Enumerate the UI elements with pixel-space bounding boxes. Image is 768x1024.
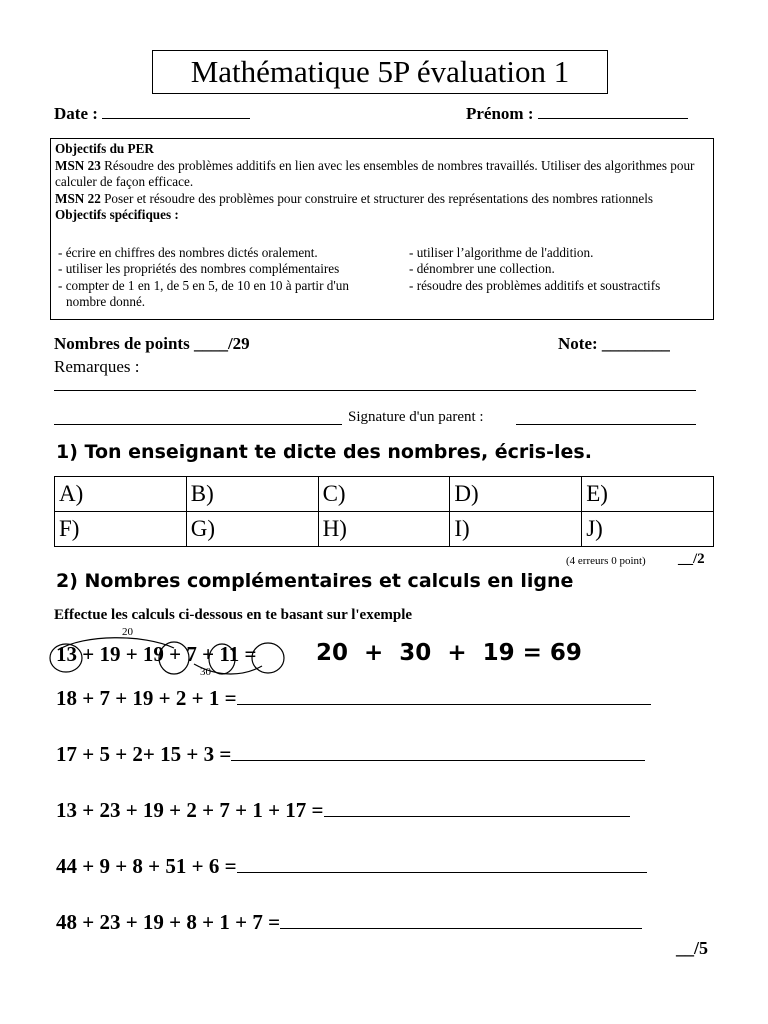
- specific-right-2: - dénombrer une collection.: [409, 261, 555, 276]
- signature-line[interactable]: [516, 424, 696, 425]
- calc-line-4[interactable]: [56, 854, 647, 879]
- date-line: [102, 118, 250, 119]
- calc-line-1[interactable]: [56, 686, 651, 711]
- points-label: Nombres de points ____/29: [54, 334, 250, 353]
- answer-line[interactable]: [237, 872, 647, 873]
- calc-expression: 44 + 9 + 8 + 51 + 6 =: [56, 854, 237, 878]
- specific-right-1: - utiliser l’algorithme de l'addition.: [409, 245, 594, 260]
- table-row: [55, 477, 714, 512]
- dictation-table: [54, 476, 714, 547]
- section1-heading: 1) Ton enseignant te dicte des nombres, écris-les.: [56, 441, 592, 463]
- msn23-code: MSN 23: [55, 157, 101, 173]
- date-label: Date :: [54, 104, 98, 123]
- section2-instruction: Effectue les calculs ci-dessous en te basant sur l'exemple: [54, 607, 413, 623]
- specific-left-4: nombre donné.: [66, 294, 146, 309]
- specific-left-1: - écrire en chiffres des nombres dictés oralement.: [58, 245, 318, 260]
- annotation-30: 30: [200, 666, 211, 678]
- example-annotation-circles: [44, 628, 314, 684]
- example-result: 20 + 30 + 19 = 69: [316, 640, 582, 666]
- prenom-line: [538, 118, 688, 119]
- calc-line-5[interactable]: [56, 910, 642, 935]
- circle-19-icon: [159, 642, 189, 674]
- objectives-box: [50, 138, 714, 320]
- remarques-line-2[interactable]: [54, 424, 342, 425]
- prenom-label: Prénom :: [466, 104, 534, 123]
- dictation-cell[interactable]: I): [450, 512, 582, 547]
- dictation-cell[interactable]: D): [450, 477, 582, 512]
- msn22-code: MSN 22: [55, 190, 101, 206]
- remarques-line[interactable]: [54, 390, 696, 391]
- answer-line[interactable]: [280, 928, 642, 929]
- per-title: Objectifs du PER: [55, 141, 154, 156]
- specific-title: Objectifs spécifiques :: [55, 207, 179, 222]
- calc-expression: 17 + 5 + 2+ 15 + 3 =: [56, 742, 232, 766]
- remarques-label: Remarques :: [54, 357, 140, 376]
- errors-note: (4 erreurs 0 point): [566, 555, 646, 567]
- circle-13-icon: [50, 644, 82, 672]
- annotation-20: 20: [122, 626, 133, 638]
- circle-7-icon: [209, 644, 235, 674]
- answer-line[interactable]: [237, 704, 651, 705]
- signature-label: Signature d'un parent :: [348, 409, 484, 425]
- dictation-cell[interactable]: H): [318, 512, 450, 547]
- dictation-cell[interactable]: A): [55, 477, 187, 512]
- msn23-objective: [55, 158, 709, 191]
- msn23-text: Résoudre des problèmes additifs en lien avec les ensembles de nombres travaillés. Utiliser des algorithmes pour calculer de façon efficace.: [55, 157, 695, 189]
- dictation-cell[interactable]: B): [186, 477, 318, 512]
- calc-expression: 48 + 23 + 19 + 8 + 1 + 7 =: [56, 910, 281, 934]
- dictation-cell[interactable]: E): [582, 477, 714, 512]
- section2-score: __/5: [676, 938, 709, 958]
- dictation-cell[interactable]: C): [318, 477, 450, 512]
- calc-expression: 18 + 7 + 19 + 2 + 1 =: [56, 686, 237, 710]
- calc-line-2[interactable]: [56, 742, 645, 767]
- table-row: [55, 512, 714, 547]
- dictation-cell[interactable]: J): [582, 512, 714, 547]
- specific-right-3: - résoudre des problèmes additifs et soustractifs: [409, 278, 661, 293]
- dictation-cell[interactable]: F): [55, 512, 187, 547]
- example-expression: 13 + 19 + 19 + 7 + 11 =: [56, 642, 257, 666]
- section1-score: __/2: [678, 551, 705, 567]
- calc-expression: 13 + 23 + 19 + 2 + 7 + 1 + 17 =: [56, 798, 324, 822]
- dictation-cell[interactable]: G): [186, 512, 318, 547]
- specific-left-2: - utiliser les propriétés des nombres complémentaires: [58, 261, 340, 276]
- arc-20-icon: [58, 638, 174, 650]
- specific-left-3: - compter de 1 en 1, de 5 en 5, de 10 en 10 à partir d'un: [58, 278, 349, 293]
- section2-heading: 2) Nombres complémentaires et calculs en ligne: [56, 570, 574, 592]
- msn22-text: Poser et résoudre des problèmes pour construire et structurer des représentations des nombres rationnels: [100, 190, 654, 206]
- msn22-objective: [55, 191, 709, 208]
- date-field[interactable]: [54, 104, 250, 124]
- note-label[interactable]: Note: ________: [558, 334, 670, 353]
- prenom-field[interactable]: [466, 104, 688, 124]
- page-title: Mathématique 5P évaluation 1: [152, 50, 608, 94]
- calc-line-3[interactable]: [56, 798, 630, 823]
- answer-line[interactable]: [324, 816, 630, 817]
- answer-line[interactable]: [231, 760, 645, 761]
